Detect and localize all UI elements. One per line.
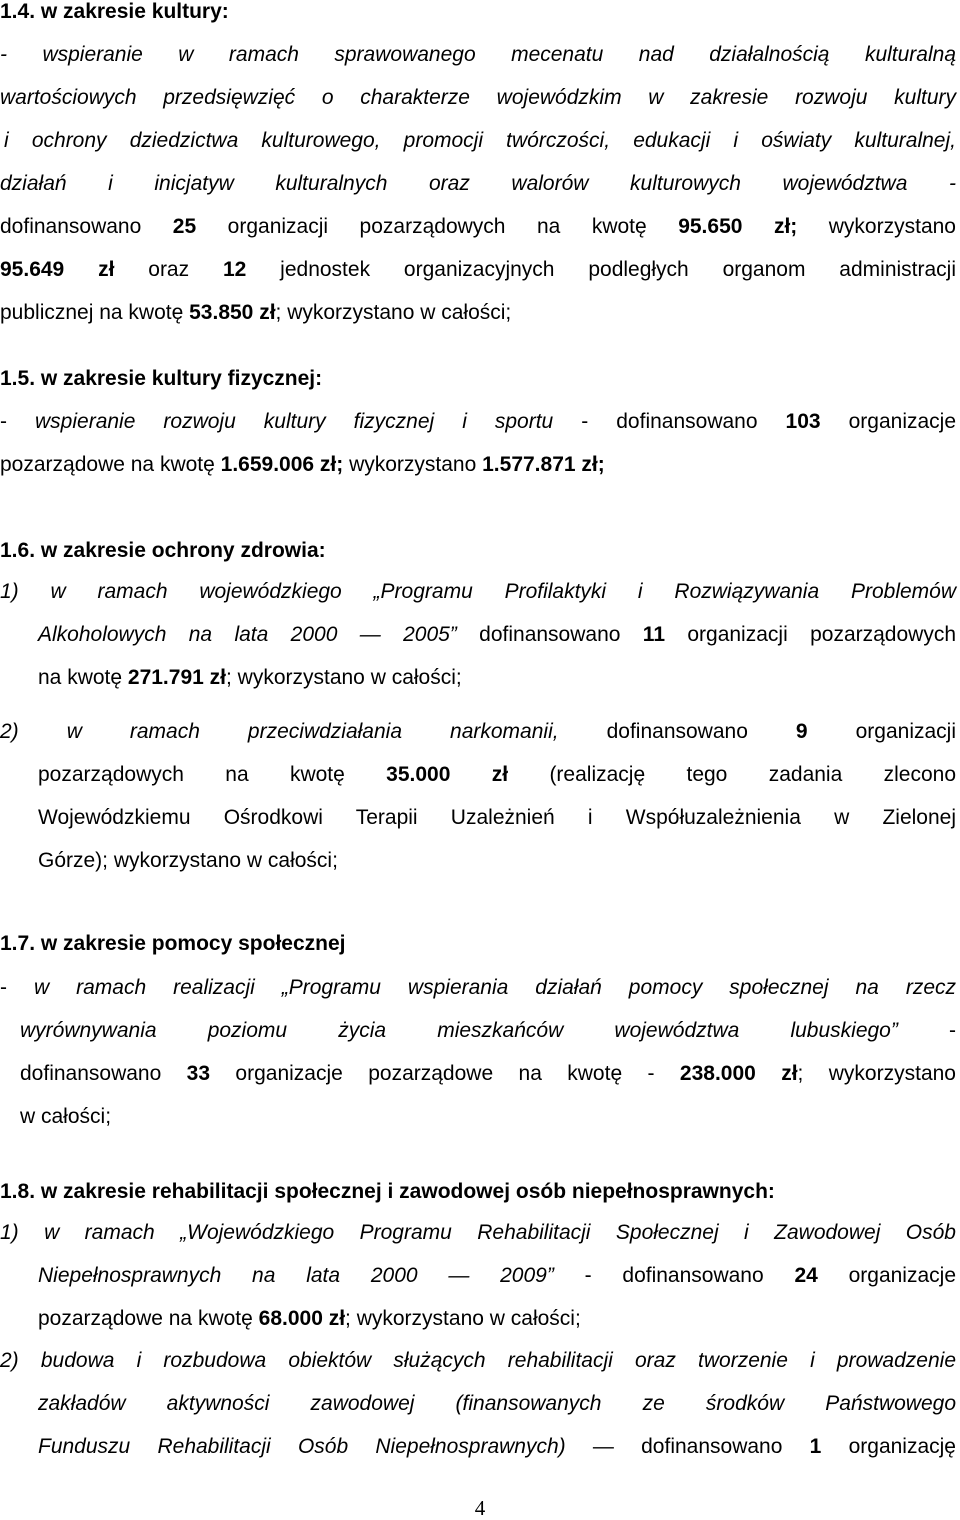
text-segment: dofinansowano [20,1062,187,1085]
text-segment: - [897,1019,957,1042]
text-line [0,172,956,196]
text-segment: - [0,410,36,433]
bold-text: 33 [186,1062,211,1085]
italic-text: Alkoholowych na lata 2000 — 2005” [38,623,457,646]
text-segment: organizację [821,1435,956,1458]
bold-text: 35.000 zł [386,763,509,786]
italic-text: wspieranie rozwoju kultury fizycznej i sportu [35,410,554,433]
italic-text: 1) w ramach „Wojewódzkiego Programu Rehabilitacji Społecznej i Zawodowej Osób [0,1221,956,1244]
text-line [38,1307,738,1331]
text-segment: — dofinansowano [565,1435,810,1458]
section-heading: 1.4. w zakresie kultury: [0,0,229,23]
text-line [0,720,956,744]
text-line [38,806,956,830]
text-segment: ; wykorzystano w całości; [345,1307,581,1330]
text-segment: - dofinansowano [553,410,786,433]
text-segment: pozarządowe na kwotę [0,453,221,476]
text-segment: w całości; [20,1105,112,1128]
bold-text: 1.659.006 zł; [220,453,344,476]
section-heading: 1.8. w zakresie rehabilitacji społecznej i zawodowej osób niepełnosprawnych: [0,1180,775,1203]
text-line [38,763,956,787]
text-line [0,86,956,110]
text-line [20,1062,956,1086]
text-segment: dofinansowano [456,623,643,646]
text-segment: wykorzystano [343,453,483,476]
italic-text: Funduszu Rehabilitacji Osób Niepełnosprawnych) [38,1435,566,1458]
bold-text: 53.850 zł [189,301,276,324]
text-line [0,43,956,67]
text-line [0,580,956,604]
text-line [38,1435,956,1459]
text-line [20,1105,220,1129]
text-segment: organizacji pozarządowych na kwotę [196,215,679,238]
bold-text: 11 [642,623,665,646]
bold-text: 68.000 zł [258,1307,346,1330]
italic-text: i ochrony dziedzictwa kulturowego, promocji twórczości, edukacji i oświaty kulturalnej, [4,129,956,152]
section-heading: 1.5. w zakresie kultury fizycznej: [0,367,323,390]
text-segment: ; wykorzystano w całości; [275,301,512,324]
bold-text: 9 [795,720,808,743]
text-segment: (realizację tego zadania zlecono [508,763,956,786]
text-segment: pozarządowe na kwotę [38,1307,259,1330]
text-line [0,258,956,282]
italic-text: 2) w ramach przeciwdziałania narkomanii, [0,720,559,743]
text-segment: - dofinansowano [553,1264,795,1287]
text-line [38,1264,956,1288]
text-segment: wykorzystano [797,215,956,238]
text-segment: - [0,976,34,999]
italic-text: wartościowych przedsięwzięć o charakterze wojewódzkim w zakresie rozwoju kultury [0,86,956,109]
bold-text: 12 [222,258,247,281]
section-heading: 1.6. w zakresie ochrony zdrowia: [0,539,326,562]
italic-text: 2) budowa i rozbudowa obiektów służących rehabilitacji oraz tworzenie i prowadzenie [0,1349,956,1372]
text-segment: publicznej na kwotę [0,301,190,324]
text-segment: pozarządowych na kwotę [38,763,387,786]
text-line [38,666,578,690]
text-segment: organizacje [820,410,957,433]
italic-text: - wspieranie w ramach sprawowanego mecenatu nad działalnością kulturalną [0,43,956,66]
italic-text: 1) w ramach wojewódzkiego „Programu Profilaktyki i Rozwiązywania Problemów [0,580,956,603]
text-segment: Górze); wykorzystano w całości; [38,849,338,872]
italic-text: w ramach realizacji „Programu wspierania działań pomocy społecznej na rzecz [33,976,957,999]
bold-text: 95.649 zł [0,258,115,281]
text-segment: organizacje pozarządowe na kwotę - [210,1062,680,1085]
text-line [20,1019,956,1043]
bold-text: 238.000 zł [679,1062,798,1085]
text-segment: Wojewódzkiemu Ośrodkowi Terapii Uzależnień i Współuzależnienia w Zielonej [38,806,956,829]
text-segment: na kwotę [38,666,128,689]
text-line [0,301,620,325]
bold-text: 25 [172,215,197,238]
text-line [4,129,956,153]
italic-text: działań i inicjatyw kulturalnych oraz walorów kulturowych województwa - [0,172,956,195]
bold-text: 1 [809,1435,822,1458]
text-segment: organizacji pozarządowych [665,623,957,646]
text-segment: ; wykorzystano w całości; [225,666,462,689]
italic-text: wyrównywania poziomu życia mieszkańców województwa lubuskiego” [20,1019,898,1042]
text-segment: organizacje [817,1264,956,1287]
bold-text: 24 [794,1264,818,1287]
text-line [38,1392,956,1416]
text-segment: ; wykorzystano [797,1062,956,1085]
bold-text: 95.650 zł; [678,215,798,238]
text-segment: organizacji [807,720,956,743]
text-line [38,849,398,873]
italic-text: zakładów aktywności zawodowej (finansowanych ze środków Państwowego [38,1392,956,1415]
text-segment: dofinansowano [558,720,796,743]
text-line [0,410,956,434]
italic-text: Niepełnosprawnych na lata 2000 — 2009” [38,1264,554,1287]
text-line [0,1221,956,1245]
text-segment: dofinansowano [0,215,173,238]
text-line [0,215,956,239]
page-number: 4 [474,1496,486,1520]
text-line [0,1349,956,1373]
text-line [0,453,720,477]
text-segment: jednostek organizacyjnych podległych organom administracji [246,258,957,281]
text-line [0,976,956,1000]
bold-text: 1.577.871 zł; [482,453,605,476]
text-segment: oraz [114,258,223,281]
section-heading: 1.7. w zakresie pomocy społecznej [0,932,346,955]
bold-text: 271.791 zł [127,666,226,689]
text-line [38,623,956,647]
bold-text: 103 [785,410,821,433]
